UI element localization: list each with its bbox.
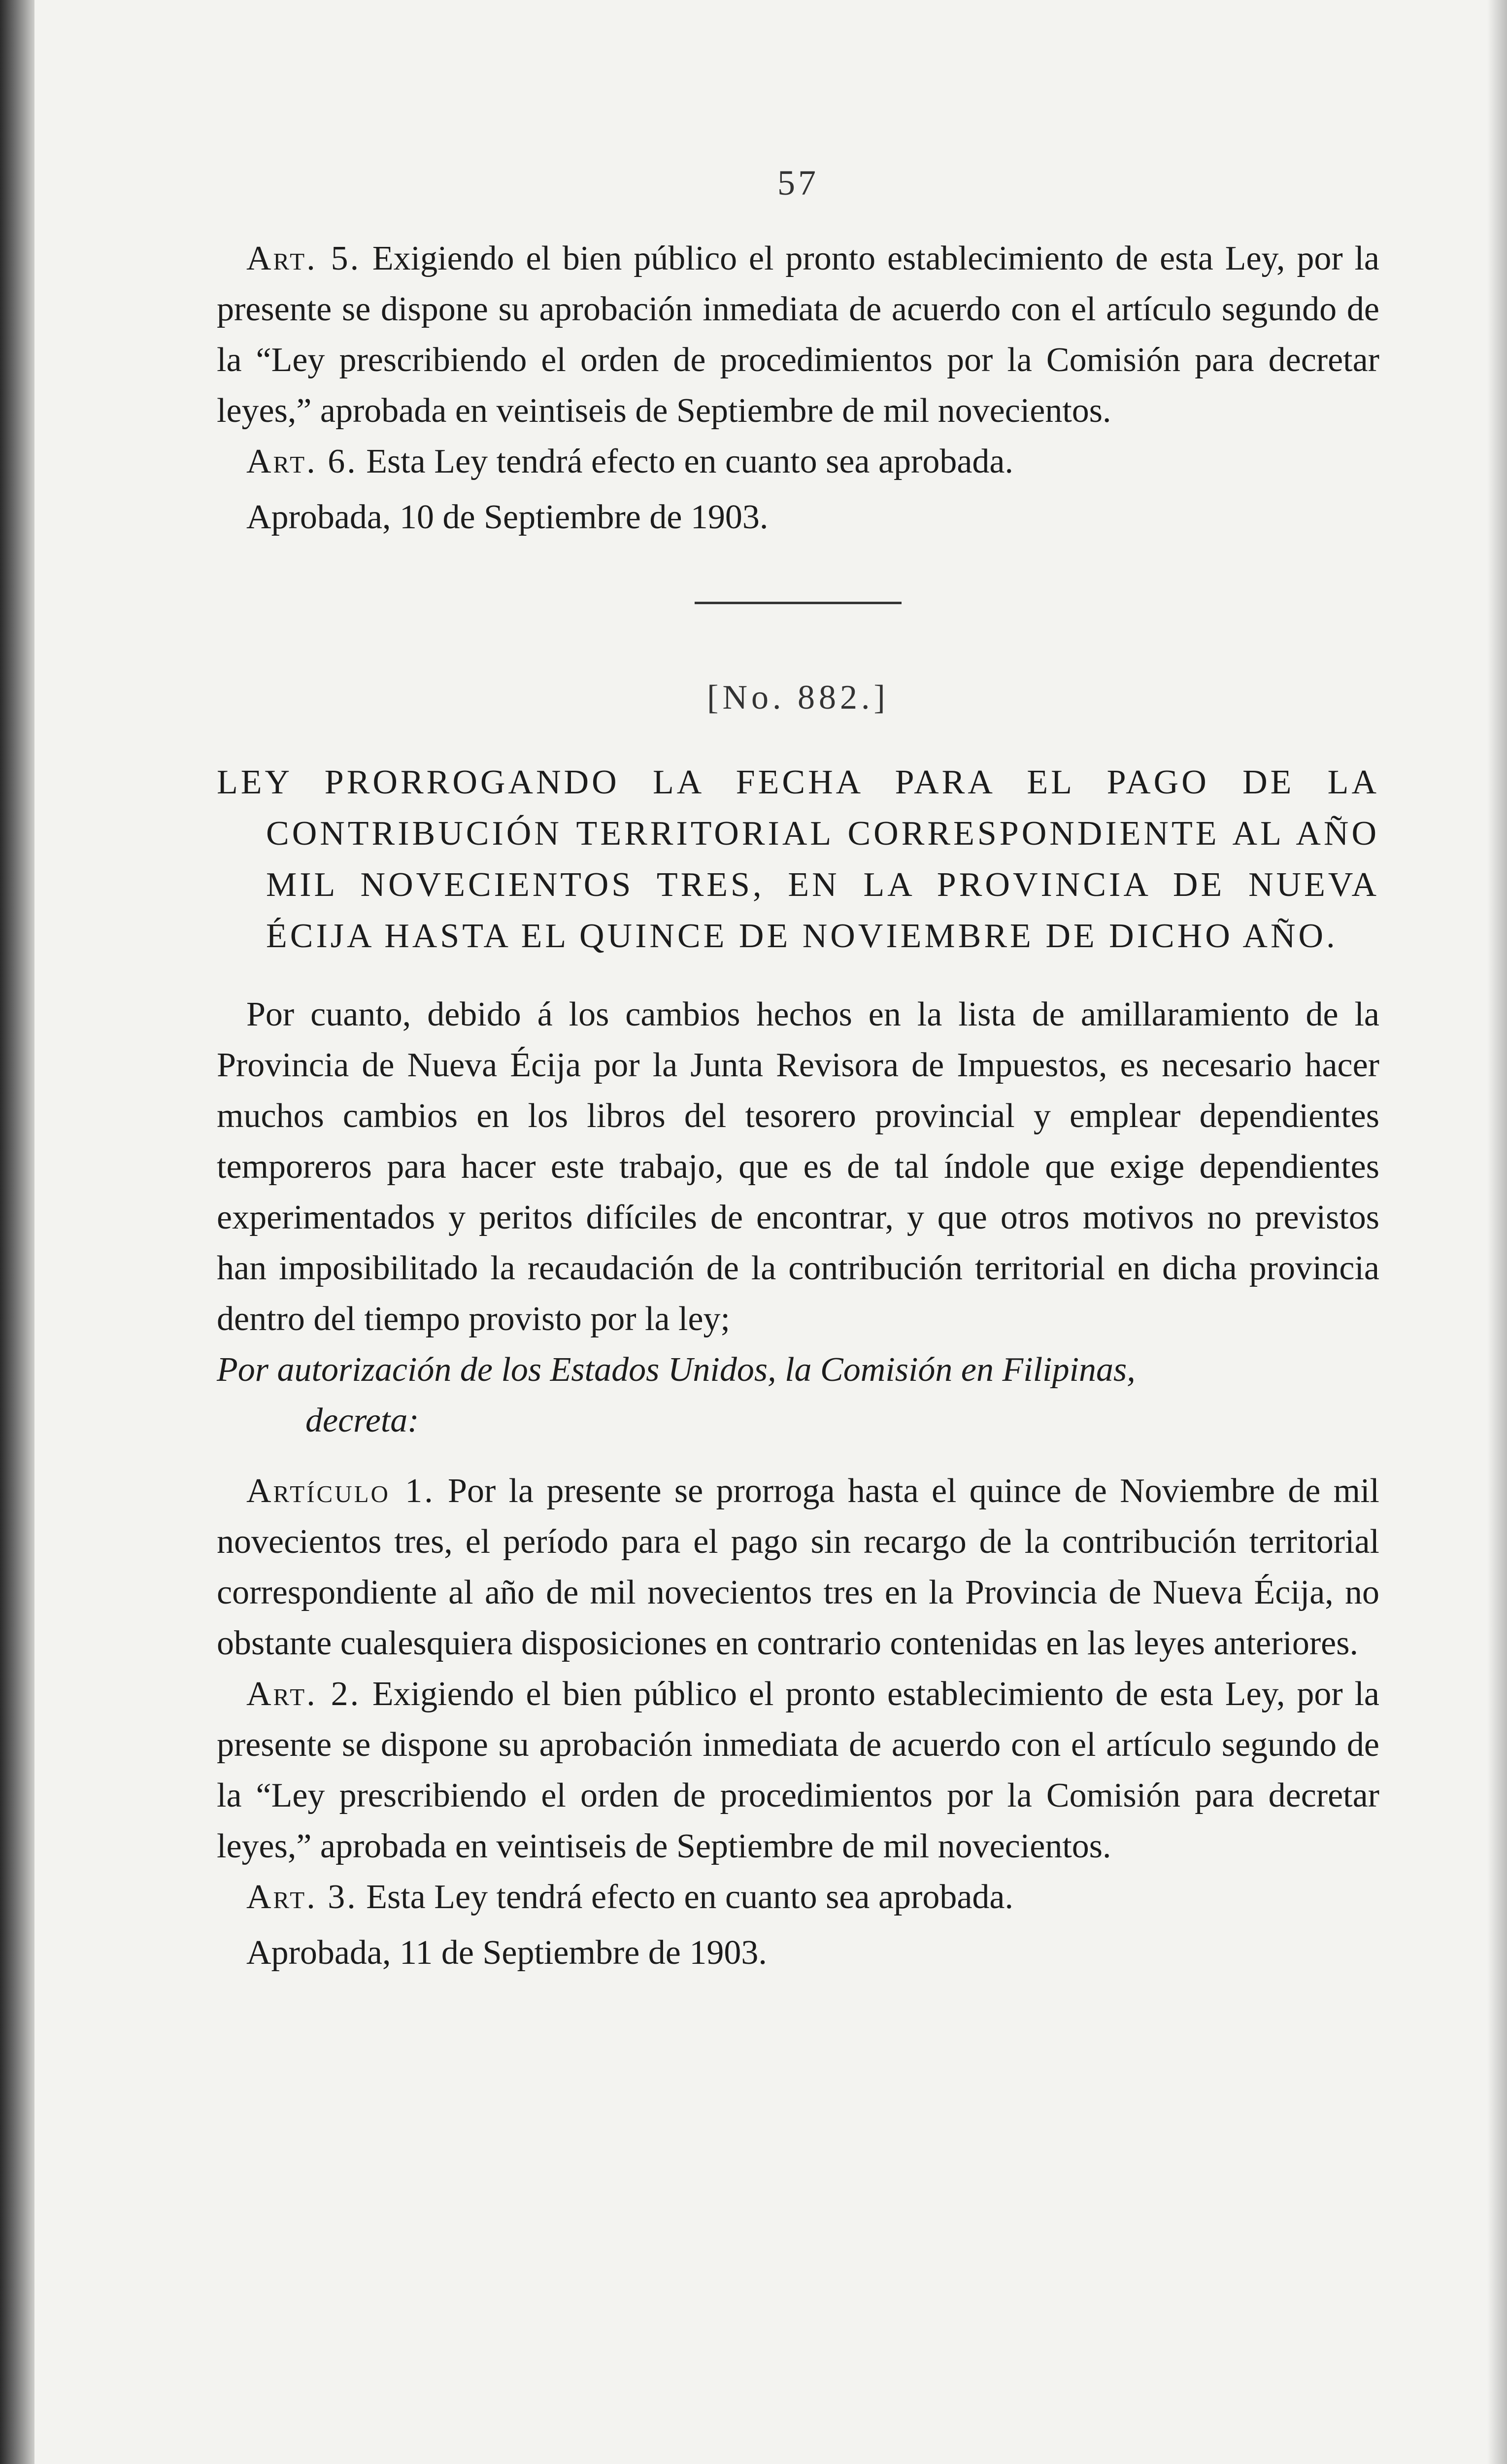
preamble: Por cuanto, debido á los cambios hechos en la lista de amillaramiento de la Provincia de Nueva Écija por la Junta Revisora de Impuestos, es necesario hacer muchos cambios en los libros del tesorero provincial y emplear dependientes temporeros para hacer este trabajo, que es de tal índole que exige dependientes experimentados y peritos difíciles de encontrar, y que otros motivos no previstos han imposibilitado la recaudación de la contribución territorial en dicha provincia dentro del tiempo provisto por la ley; bbox=[217, 995, 1379, 1338]
enacting-text: Por autorización de los Estados Unidos, la Comisión en Filipinas, bbox=[217, 1351, 1136, 1389]
enacting-clause bbox=[217, 1344, 1379, 1446]
article-6-label: Art. 6. bbox=[246, 443, 358, 480]
article-5 bbox=[217, 233, 1379, 436]
approval-date-1: Aprobada, 10 de Septiembre de 1903. bbox=[246, 498, 769, 536]
page-binding-edge bbox=[0, 0, 34, 2464]
article-5-label: Art. 5. bbox=[246, 240, 361, 277]
article-1-text: Por la presente se prorroga hasta el quince de Noviembre de mil novecientos tres, el período para el pago sin recargo de la contribución territorial correspondiente al año de mil novecientos tres en la Provincia de Nueva Écija, no obstante cualesquiera disposiciones en contrario contenidas en las leyes anteriores. bbox=[217, 1472, 1379, 1662]
article-6 bbox=[217, 436, 1379, 487]
section-divider bbox=[695, 602, 902, 604]
article-2 bbox=[217, 1669, 1379, 1872]
article-5-text: Exigiendo el bien público el pronto establecimiento de esta Ley, por la presente se dispone su aprobación inmediata de acuerdo con el artículo segundo de la “Ley prescribiendo el orden de procedimientos por la Comisión para decretar leyes,” aprobada en veintiseis de Septiembre de mil novecientos. bbox=[217, 240, 1379, 430]
article-2-text: Exigiendo el bien público el pronto establecimiento de esta Ley, por la presente se dispone su aprobación inmediata de acuerdo con el artículo segundo de la “Ley prescribiendo el orden de procedimientos por la Comisión para decretar leyes,” aprobada en veintiseis de Septiembre de mil novecientos. bbox=[217, 1675, 1379, 1865]
decreta-text: decreta: bbox=[305, 1402, 419, 1439]
article-3-label: Art. 3. bbox=[246, 1878, 358, 1916]
page-number: 57 bbox=[777, 163, 819, 203]
article-1 bbox=[217, 1466, 1379, 1669]
act-heading: LEY PRORROGANDO LA FECHA PARA EL PAGO DE LA CONTRIBUCIÓN TERRITORIAL CORRESPONDIENTE AL AÑO MIL NOVECIENTOS TRES, EN LA PROVINCIA DE NUEVA ÉCIJA HASTA EL QUINCE DE NOVIEMBRE DE DICHO AÑO. bbox=[217, 763, 1379, 955]
article-3 bbox=[217, 1872, 1379, 1922]
article-1-label: Artículo 1. bbox=[246, 1472, 435, 1510]
page-right-edge bbox=[1487, 0, 1507, 2464]
act-number: [No. 882.] bbox=[707, 679, 889, 717]
article-6-text: Esta Ley tendrá efecto en cuanto sea aprobada. bbox=[366, 443, 1013, 480]
approval-date-2: Aprobada, 11 de Septiembre de 1903. bbox=[246, 1934, 767, 1972]
article-3-text: Esta Ley tendrá efecto en cuanto sea aprobada. bbox=[366, 1878, 1013, 1916]
article-2-label: Art. 2. bbox=[246, 1675, 361, 1713]
page-content bbox=[217, 163, 1379, 1978]
